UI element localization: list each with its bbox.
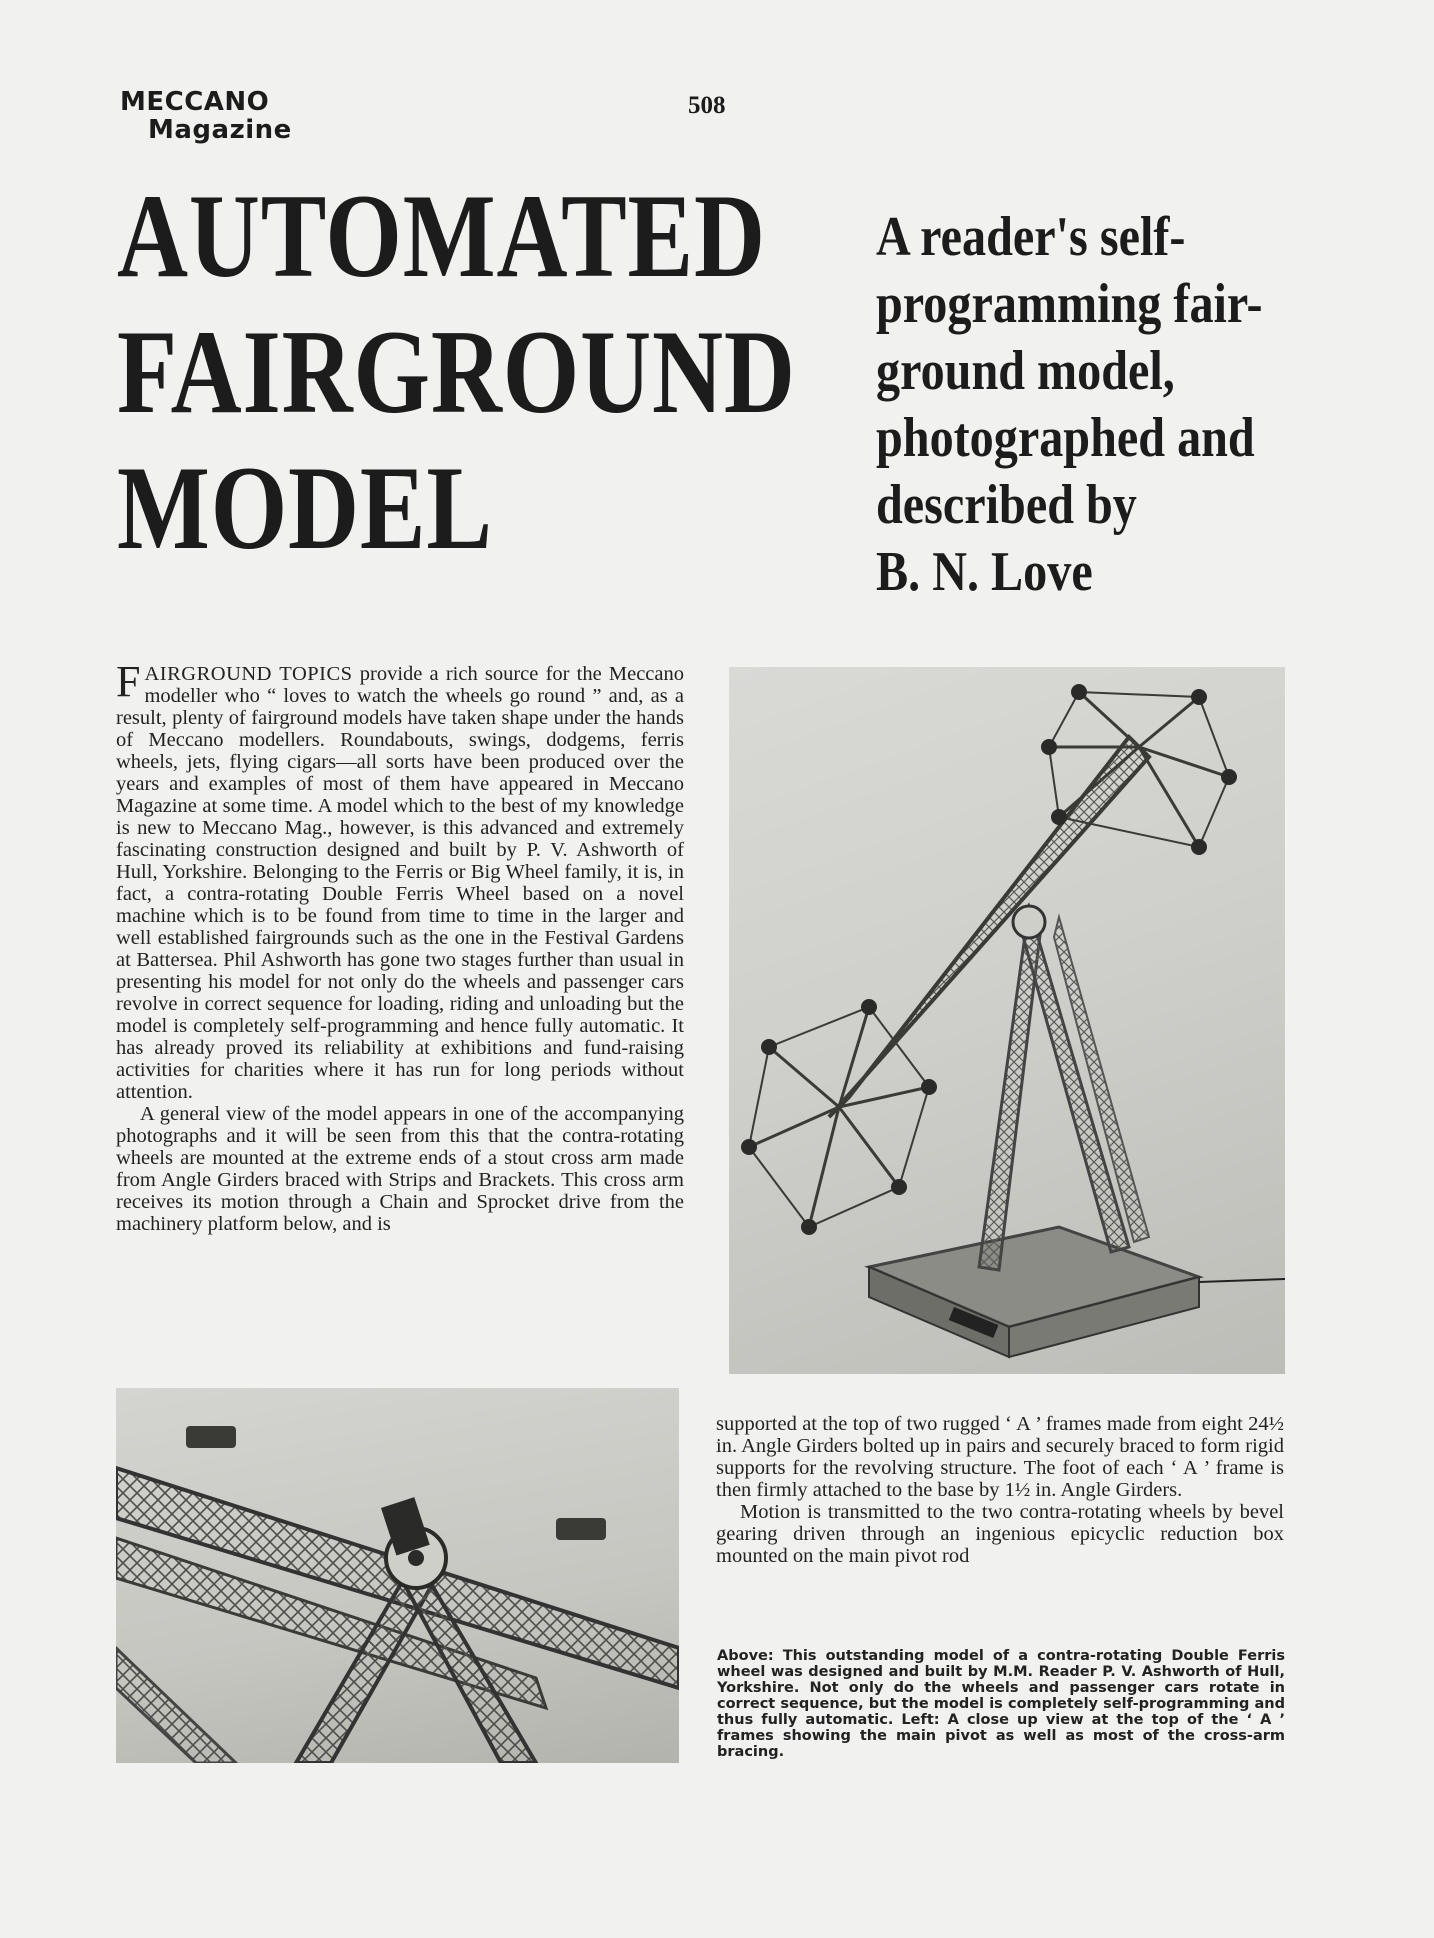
article-paragraph	[116, 657, 684, 1103]
photo-caption: Above: This outstanding model of a contra-rotating Double Ferris wheel was designed and built by M.M. Reader P. V. Ashworth of Hull, Yorkshire. Not only do the wheels and passenger cars rotate in correct sequence, but the model is completely self-programming and thus fully automatic. Left: A close up view at the top of the ‘ A ’ frames showing the main pivot as well as most of the cross-arm bracing.	[717, 1648, 1285, 1760]
ferris-wheel-illustration	[729, 667, 1285, 1374]
standfirst-line-5: described by	[876, 474, 1137, 536]
article-column-right	[716, 1413, 1284, 1567]
masthead-title: MECCANO	[120, 87, 270, 117]
standfirst-line-2: programming fair-	[876, 273, 1263, 335]
masthead	[120, 88, 292, 144]
page-number: 508	[688, 92, 726, 119]
photo-a-frame-closeup	[116, 1388, 679, 1763]
standfirst	[876, 204, 1306, 606]
article-paragraph: A general view of the model appears in one of the accompanying photographs and it will be seen from this that the contra-rotating wheels are mounted at the extreme ends of a stout cross arm made from Angle Girders braced with Strips and Brackets. This cross arm receives its motion through a Chain and Sprocket drive from the machinery platform below, and is	[116, 1103, 684, 1235]
headline	[117, 168, 796, 576]
standfirst-line-1: A reader's self-	[876, 206, 1186, 268]
article-paragraph: supported at the top of two rugged ‘ A ’ frames made from eight 24½ in. Angle Girders bolted up in pairs and securely braced to form rigid supports for the revolving structure. The foot of each ‘ A ’ frame is then firmly attached to the base by 1½ in. Angle Girders.	[716, 1413, 1284, 1501]
headline-line-3: MODEL	[117, 441, 493, 574]
drop-cap: F	[116, 657, 141, 706]
headline-line-2: FAIRGROUND	[117, 305, 796, 438]
masthead-subtitle: Magazine	[148, 115, 292, 145]
paragraph-text: provide a rich source for the Meccano modeller who “ loves to watch the wheels go round ” and, as a result, plenty of fairground models have taken shape under the hands of Meccano modellers. Roundabouts, swings, dodgems, ferris wheels, jets, flying cigars—all sorts have been produced over the years and examples of most of them have appeared in Meccano Magazine at some time. A model which to the best of my knowledge is new to Meccano Mag., however, is this advanced and extremely fascinating construction designed and built by P. V. Ashworth of Hull, Yorkshire. Belonging to the Ferris or Big Wheel family, it is, in fact, a contra-rotating Double Ferris Wheel based on a novel machine which is to be found from time to time in the larger and well established fairgrounds such as the one in the Festival Gardens at Battersea. Phil Ashworth has gone two stages further than usual in presenting his model for not only do the wheels and passenger cars revolve in correct sequence for loading, riding and unloading but the model is completely self-programming and hence fully automatic. It has already proved its reliability at exhibitions and fund-raising activities for charities where it has run for long periods without attention.	[116, 663, 684, 1103]
article-column-left	[116, 657, 684, 1235]
standfirst-line-6: B. N. Love	[876, 541, 1093, 603]
standfirst-line-3: ground model,	[876, 340, 1175, 402]
standfirst-line-4: photographed and	[876, 407, 1255, 469]
headline-line-1: AUTOMATED	[117, 169, 766, 302]
article-paragraph: Motion is transmitted to the two contra-rotating wheels by bevel gearing driven through an ingenious epicyclic reduction box mounted on the main pivot rod	[716, 1501, 1284, 1567]
photo-double-ferris-wheel	[729, 667, 1285, 1374]
a-frame-closeup-illustration	[116, 1388, 679, 1763]
lead-caps: AIRGROUND TOPICS	[144, 663, 353, 685]
